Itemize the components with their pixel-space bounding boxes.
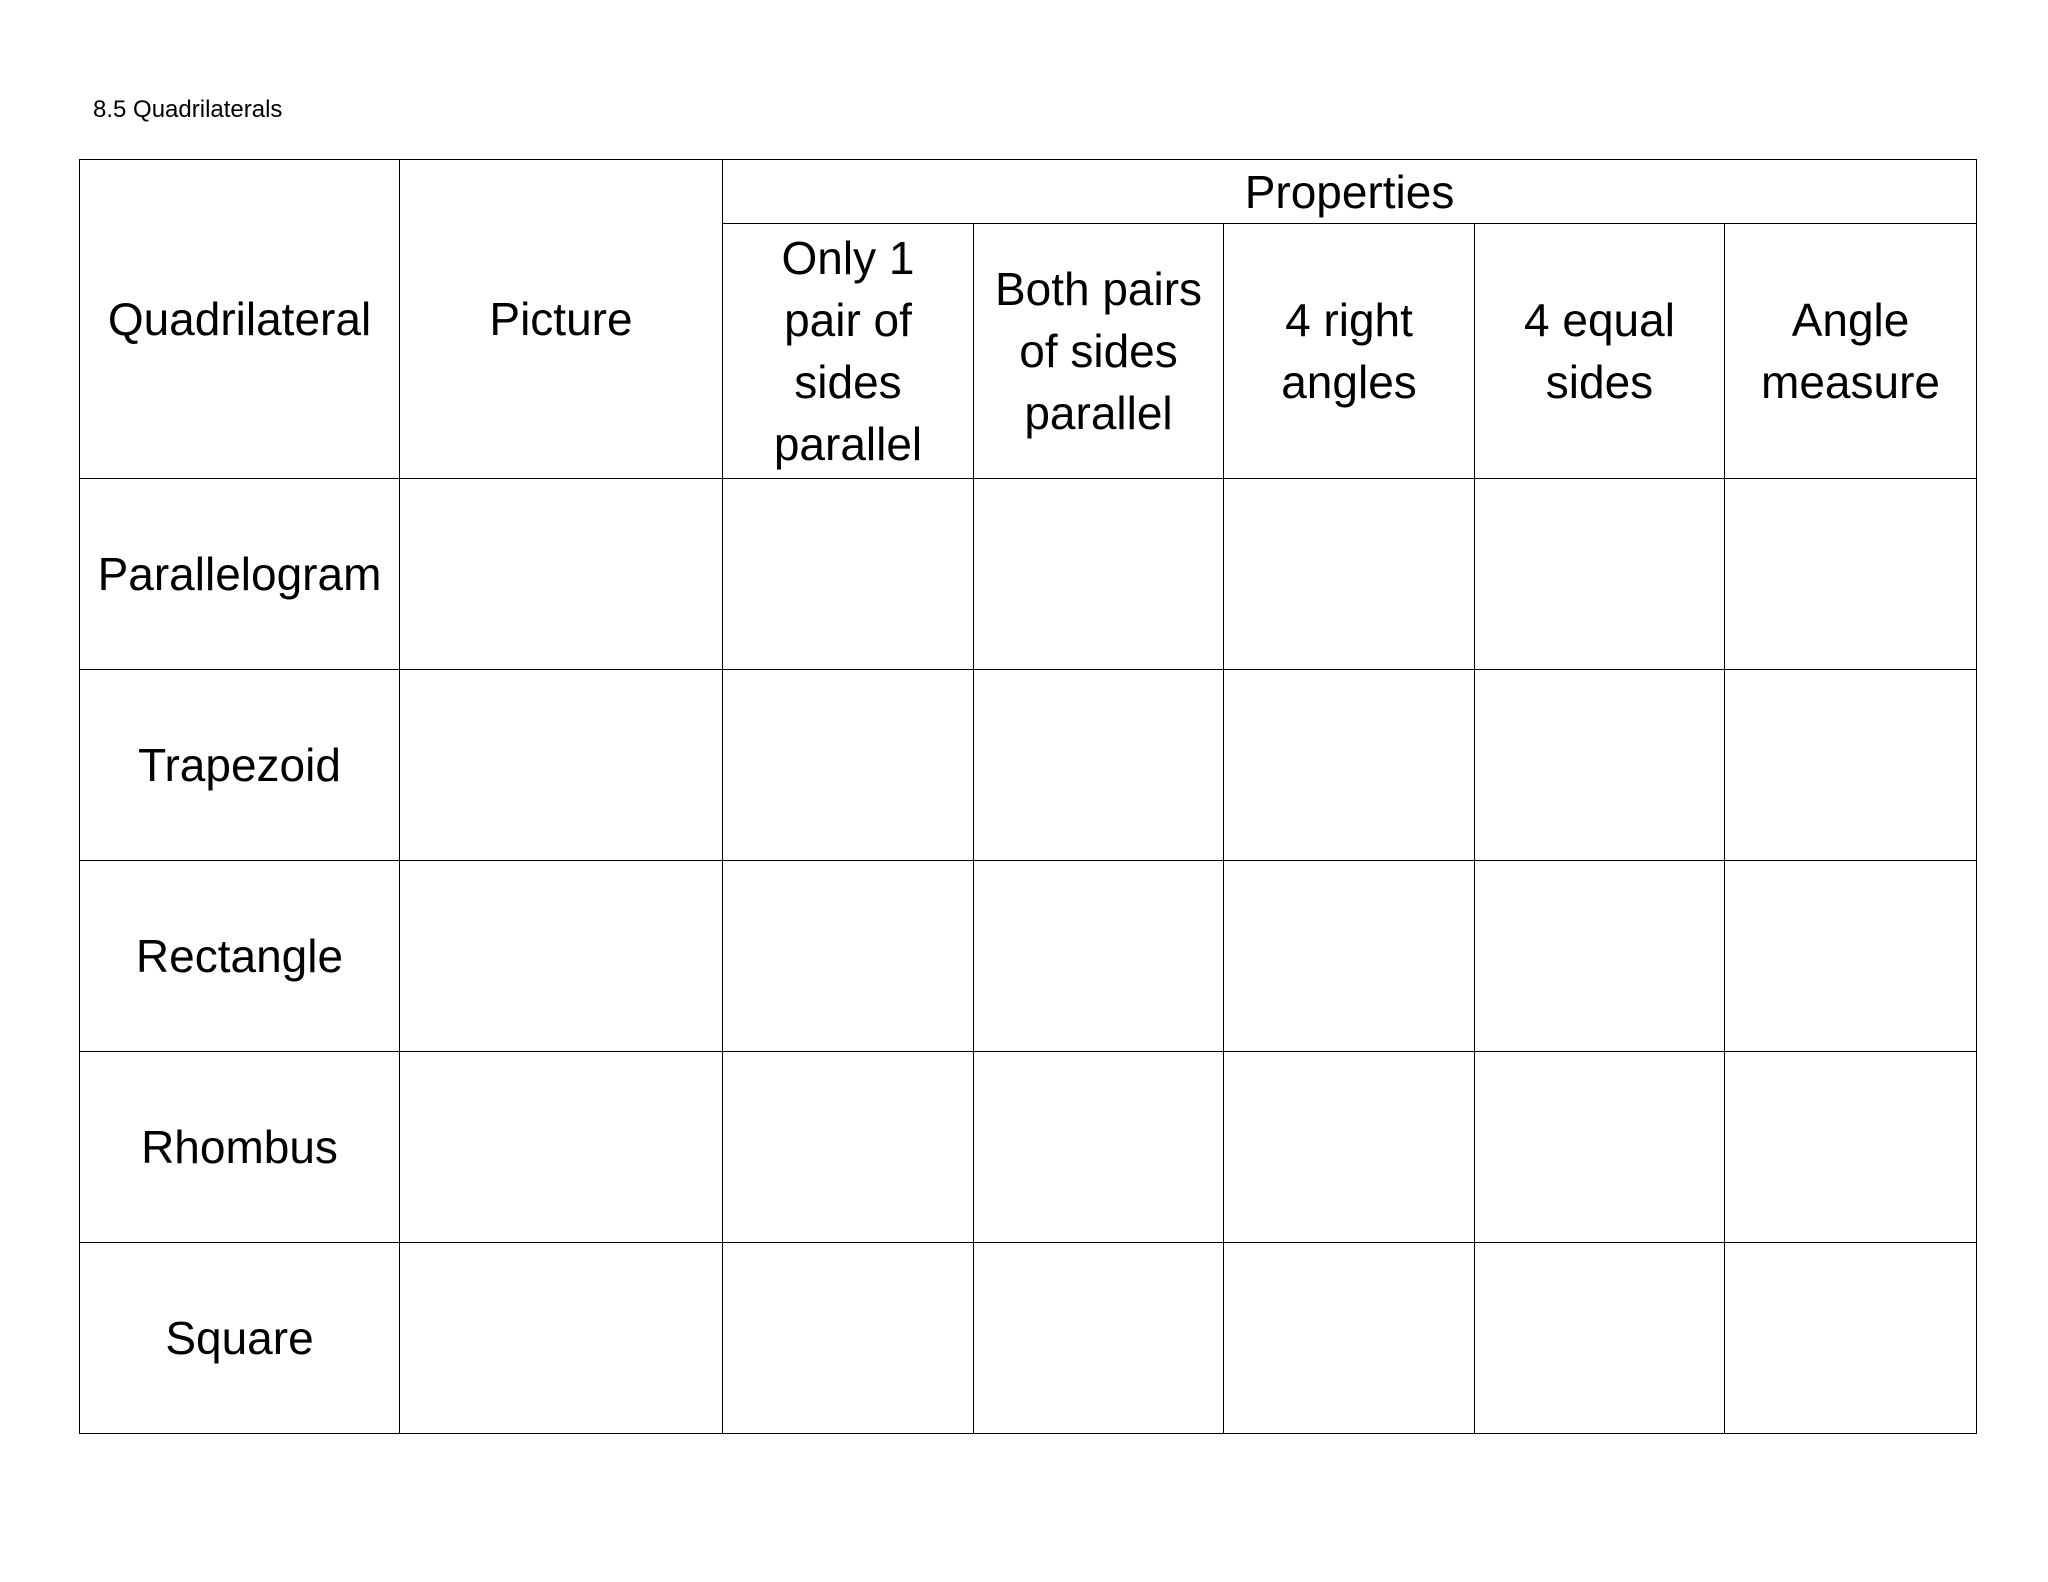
table-row (80, 479, 1977, 670)
table-row (80, 1243, 1977, 1434)
column-header-properties: Properties (723, 160, 1977, 224)
answer-cell[interactable] (723, 861, 974, 1052)
answer-cell[interactable] (1475, 1052, 1725, 1243)
answer-cell[interactable] (974, 670, 1224, 861)
property-header-four-right-angles (1224, 224, 1475, 479)
row-label-rectangle: Rectangle (80, 861, 400, 1052)
answer-cell[interactable] (1725, 861, 1977, 1052)
answer-cell[interactable] (723, 1052, 974, 1243)
answer-cell[interactable] (1224, 1243, 1475, 1434)
answer-cell[interactable] (974, 861, 1224, 1052)
property-header-label: Angle measure (1761, 294, 1940, 408)
property-header-one-pair-parallel (723, 224, 974, 479)
column-header-picture: Picture (400, 160, 723, 479)
property-header-label: Both pairs of sides parallel (994, 263, 1203, 439)
table-row (80, 861, 1977, 1052)
row-label-trapezoid: Trapezoid (80, 670, 400, 861)
answer-cell[interactable] (974, 1243, 1224, 1434)
property-header-label: 4 equal sides (1524, 294, 1675, 408)
answer-cell[interactable] (1475, 861, 1725, 1052)
answer-cell[interactable] (1475, 479, 1725, 670)
answer-cell[interactable] (974, 479, 1224, 670)
property-header-label: 4 right angles (1281, 294, 1417, 408)
answer-cell[interactable] (1475, 670, 1725, 861)
answer-cell[interactable] (723, 1243, 974, 1434)
table-row (80, 670, 1977, 861)
answer-cell[interactable] (1725, 1243, 1977, 1434)
picture-cell[interactable] (400, 1052, 723, 1243)
answer-cell[interactable] (1224, 861, 1475, 1052)
answer-cell[interactable] (974, 1052, 1224, 1243)
property-header-label: Only 1 pair of sides parallel (773, 232, 923, 470)
answer-cell[interactable] (1475, 1243, 1725, 1434)
picture-cell[interactable] (400, 1243, 723, 1434)
row-label-square: Square (80, 1243, 400, 1434)
property-header-angle-measure (1725, 224, 1977, 479)
table-row (80, 1052, 1977, 1243)
picture-cell[interactable] (400, 861, 723, 1052)
answer-cell[interactable] (1725, 479, 1977, 670)
answer-cell[interactable] (1224, 1052, 1475, 1243)
header-row-top (80, 160, 1977, 224)
answer-cell[interactable] (723, 670, 974, 861)
answer-cell[interactable] (723, 479, 974, 670)
row-label-rhombus: Rhombus (80, 1052, 400, 1243)
answer-cell[interactable] (1224, 670, 1475, 861)
answer-cell[interactable] (1224, 479, 1475, 670)
picture-cell[interactable] (400, 670, 723, 861)
quadrilaterals-table (79, 159, 1977, 1434)
property-header-both-pairs-parallel (974, 224, 1224, 479)
row-label-parallelogram: Parallelogram (80, 479, 400, 670)
answer-cell[interactable] (1725, 1052, 1977, 1243)
answer-cell[interactable] (1725, 670, 1977, 861)
picture-cell[interactable] (400, 479, 723, 670)
page-title: 8.5 Quadrilaterals (93, 96, 283, 123)
property-header-four-equal-sides (1475, 224, 1725, 479)
column-header-quadrilateral: Quadrilateral (80, 160, 400, 479)
